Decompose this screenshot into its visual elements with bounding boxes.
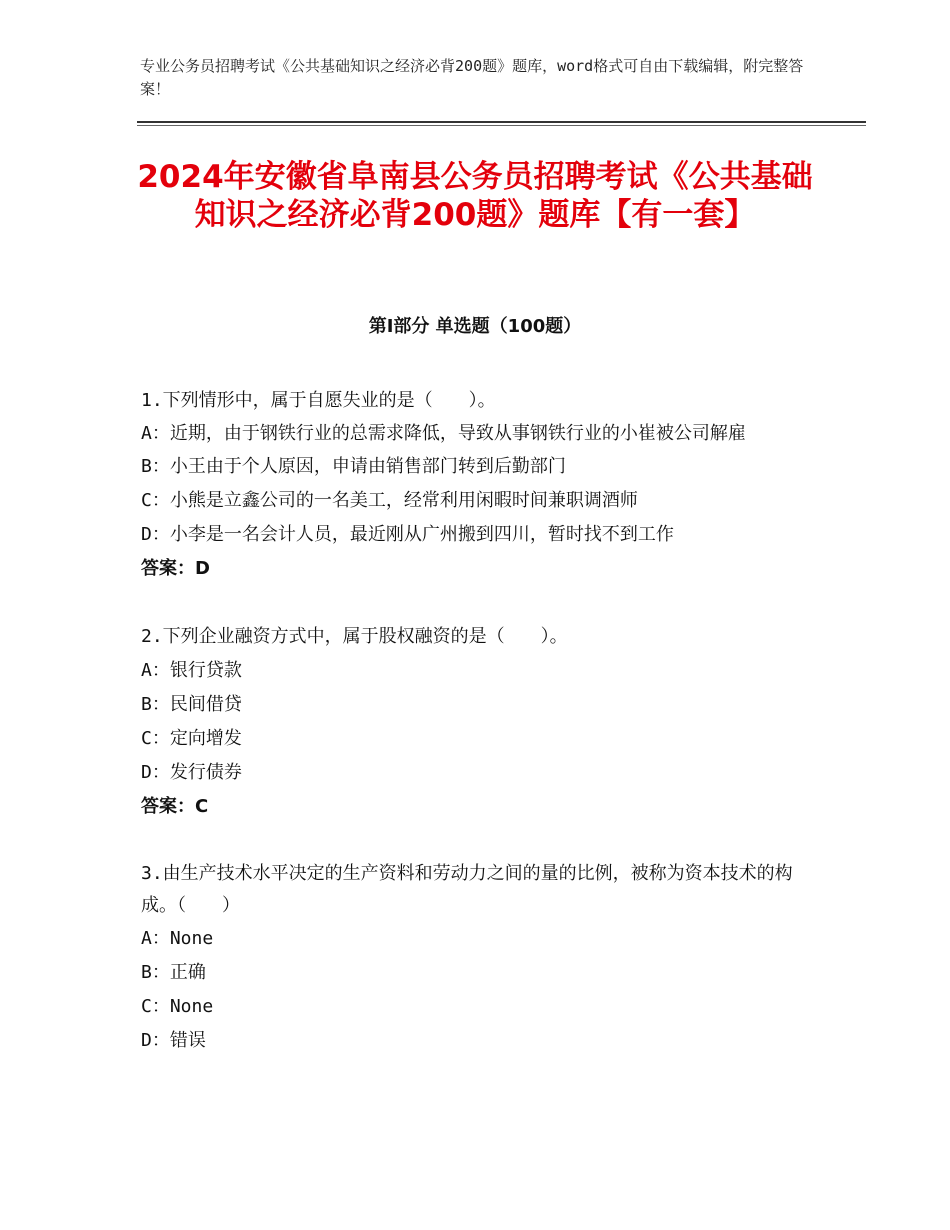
question-option: C：None: [141, 996, 214, 1017]
question-option: C：小熊是立鑫公司的一名美工，经常利用闲暇时间兼职调酒师: [141, 490, 638, 511]
question-stem: 1.下列情形中，属于自愿失业的是（ ）。: [141, 390, 496, 411]
question-item: [141, 620, 813, 824]
question-stem: 2.下列企业融资方式中，属于股权融资的是（ ）。: [141, 626, 568, 647]
question-option: B：民间借贷: [141, 694, 242, 715]
header-rule-thick: [137, 121, 866, 123]
question-list: [141, 384, 813, 1092]
question-option: D：发行债券: [141, 762, 242, 783]
question-option: D：小李是一名会计人员，最近刚从广州搬到四川，暂时找不到工作: [141, 524, 674, 545]
header-note: 专业公务员招聘考试《公共基础知识之经济必背200题》题库，word格式可自由下载编辑，附完整答案！: [140, 57, 804, 98]
question-option: B：小王由于个人原因，申请由销售部门转到后勤部门: [141, 456, 566, 477]
section-title: 第I部分 单选题（100题）: [368, 316, 582, 337]
question-option: A：银行贷款: [141, 660, 242, 681]
question-option: C：定向增发: [141, 728, 242, 749]
question-option: A：None: [141, 928, 214, 949]
question-answer: 答案：D: [141, 558, 210, 579]
question-option: B：正确: [141, 962, 206, 983]
question-answer: 答案：C: [141, 796, 209, 817]
question-stem: 3.由生产技术水平决定的生产资料和劳动力之间的量的比例，被称为资本技术的构成。（ ）: [141, 863, 793, 916]
question-option: A：近期，由于钢铁行业的总需求降低，导致从事钢铁行业的小崔被公司解雇: [141, 423, 746, 444]
header-rule-thin: [137, 125, 866, 126]
question-item: [141, 384, 813, 586]
question-option: D：错误: [141, 1030, 206, 1051]
document-title: 2024年安徽省阜南县公务员招聘考试《公共基础知识之经济必背200题》题库【有一套】: [137, 159, 813, 233]
question-item: [141, 858, 813, 1058]
